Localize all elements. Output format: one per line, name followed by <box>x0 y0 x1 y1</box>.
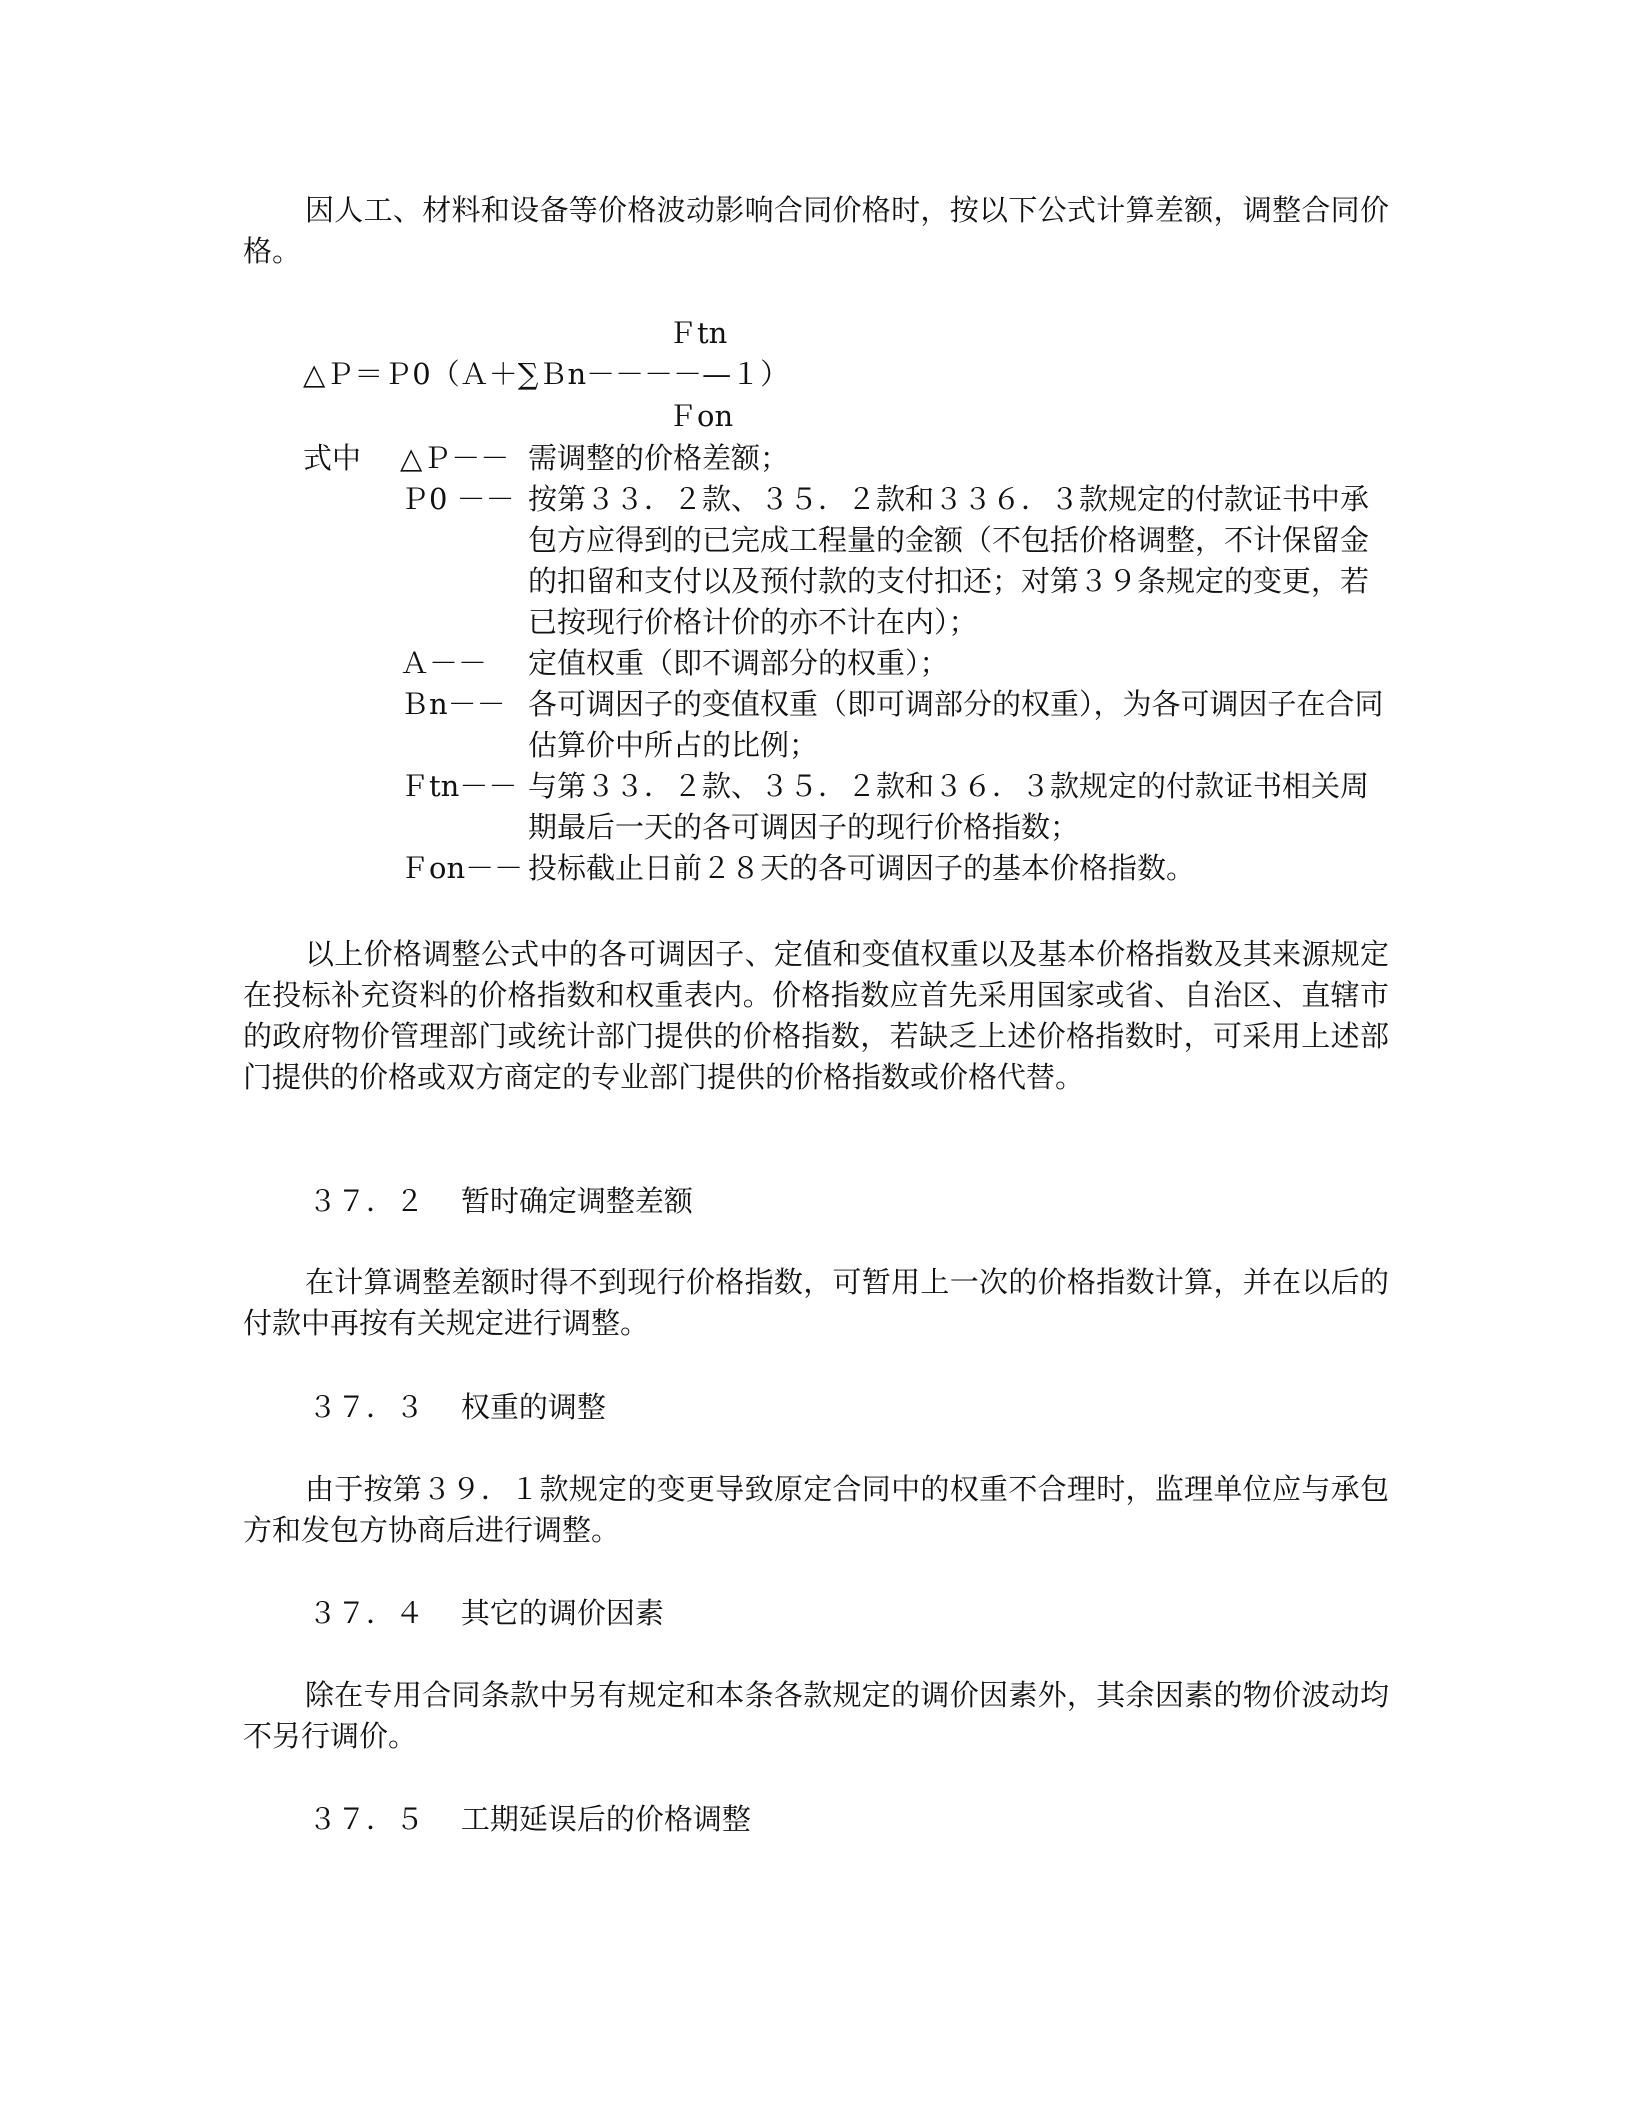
definition-term: Ｆon－－ <box>400 851 524 885</box>
section-heading-37-4 <box>308 1593 664 1633</box>
definition-row <box>400 438 1390 479</box>
definition-term: Ａ－－ <box>400 646 488 680</box>
paragraph-37-2: 在计算调整差额时得不到现行价格指数，可暂用上一次的价格指数计算，并在以后的付款中再按有关规定进行调整。 <box>243 1265 1389 1340</box>
definition-term: Ｆtn－－ <box>400 769 518 803</box>
section-number: ３７．４ <box>308 1596 425 1630</box>
definition-desc: 定值权重（即不调部分的权重）； <box>528 646 949 680</box>
definition-row <box>400 848 1390 889</box>
definition-term: △Ｐ－－ <box>400 441 510 475</box>
definitions-list <box>400 438 1390 889</box>
section-title: 权重的调整 <box>460 1390 606 1424</box>
definition-desc: 按第３３．２款、３５．２款和３３６．３款规定的付款证书中承包方应得到的已完成工程量的金额（不包括价格调整，不计保留金的扣留和支付以及预付款的支付扣还；对第３９条规定的变更，若已按现行价格计价的亦不计在内）； <box>528 482 1370 639</box>
section-number: ３７．３ <box>308 1390 425 1424</box>
section-title: 暂时确定调整差额 <box>460 1184 693 1218</box>
definition-desc: 与第３３．２款、３５．２款和３６．３款规定的付款证书相关周期最后一天的各可调因子的现行价格指数； <box>528 769 1370 844</box>
section-title: 其它的调价因素 <box>460 1596 664 1630</box>
definition-desc: 需调整的价格差额； <box>528 441 790 475</box>
intro-paragraph: 因人工、材料和设备等价格波动影响合同价格时，按以下公式计算差额，调整合同价格。 <box>243 193 1389 268</box>
definition-row <box>400 643 1390 684</box>
definition-row <box>400 766 1390 848</box>
definitions-label: 式中 <box>303 441 362 475</box>
definition-desc: 投标截止日前２８天的各可调因子的基本价格指数。 <box>528 851 1196 885</box>
definition-term: Ｐ0 －－ <box>400 482 515 516</box>
section-number: ３７．５ <box>308 1802 425 1836</box>
section-heading-37-3 <box>308 1387 606 1427</box>
section-heading-37-5 <box>308 1799 751 1839</box>
paragraph-37-3: 由于按第３９．１款规定的变更导致原定合同中的权重不合理时，监理单位应与承包方和发包方协商后进行调整。 <box>243 1472 1389 1547</box>
definition-term: Ｂn－－ <box>400 687 506 721</box>
formula-numerator: Ｆtn <box>668 316 728 350</box>
definition-desc: 各可调因子的变值权重（即可调部分的权重），为各可调因子在合同估算价中所占的比例； <box>528 687 1384 762</box>
definition-row <box>400 684 1390 766</box>
formula-denominator: Ｆon <box>668 399 734 433</box>
paragraph-price-index: 以上价格调整公式中的各可调因子、定值和变值权重以及基本价格指数及其来源规定在投标补充资料的价格指数和权重表内。价格指数应首先采用国家或省、自治区、直辖市的政府物价管理部门或统计部门提供的价格指数，若缺乏上述价格指数时，可采用上述部门提供的价格或双方商定的专业部门提供的价格指数或价格代替。 <box>243 937 1389 1094</box>
section-title: 工期延误后的价格调整 <box>460 1802 751 1836</box>
section-number: ３７．２ <box>308 1184 425 1218</box>
definition-row <box>400 479 1390 643</box>
section-heading-37-2 <box>308 1181 693 1221</box>
formula-main: △Ｐ＝Ｐ0（Ａ＋∑Ｂn－－－－—１） <box>303 357 790 391</box>
paragraph-37-4: 除在专用合同条款中另有规定和本条各款规定的调价因素外，其余因素的物价波动均不另行调价。 <box>243 1678 1389 1753</box>
